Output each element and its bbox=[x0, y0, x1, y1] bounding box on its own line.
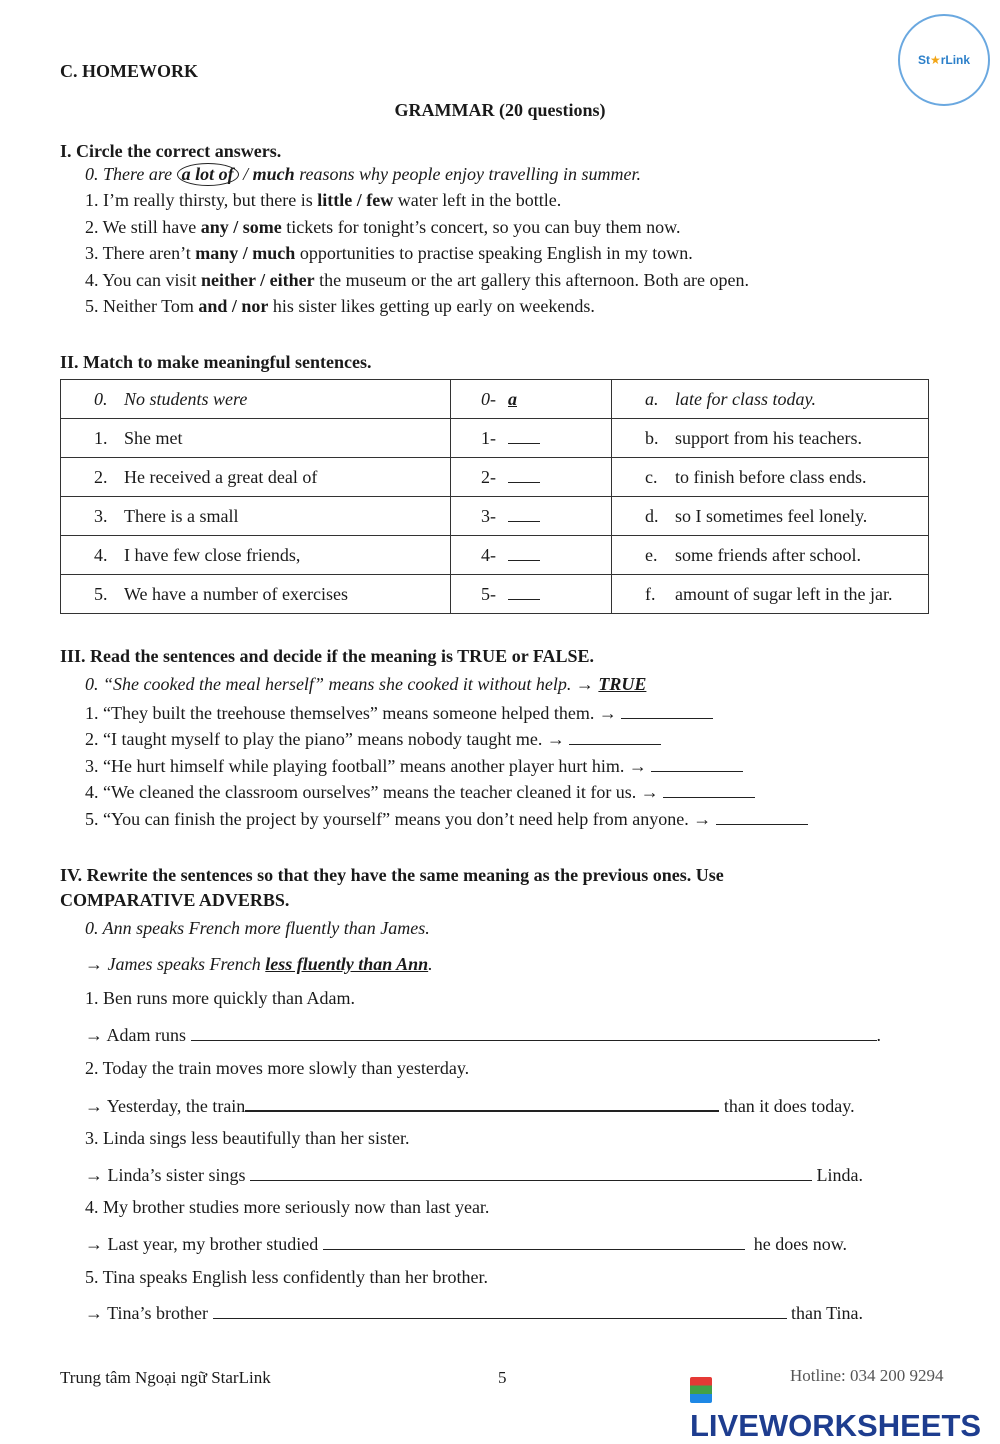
answer-blank[interactable] bbox=[716, 807, 808, 825]
section-4-example: 0. Ann speaks French more fluently than James. bbox=[85, 918, 430, 938]
rewrite-input[interactable] bbox=[213, 1301, 787, 1319]
rewrite-input[interactable] bbox=[323, 1232, 745, 1250]
section-1-item: 2. We still have any / some tickets for tonight’s concert, so you can buy them now. bbox=[85, 217, 681, 237]
table-row: 4. I have few close friends, 4- e. some friends after school. bbox=[61, 536, 929, 575]
section-3-item: 5. “You can finish the project by yourself” means you don’t need help from anyone. → bbox=[85, 807, 808, 830]
answer-blank[interactable] bbox=[663, 780, 755, 798]
table-row: 2. He received a great deal of 2- c. to finish before class ends. bbox=[61, 458, 929, 497]
option-choice[interactable]: any / some bbox=[200, 217, 282, 237]
section-1-example: 0. There are a lot of / much reasons why people enjoy travelling in summer. bbox=[85, 164, 641, 184]
table-row: 1. She met 1- b. support from his teachers. bbox=[61, 419, 929, 458]
grammar-title: GRAMMAR (20 questions) bbox=[394, 100, 606, 120]
option-choice[interactable]: many / much bbox=[195, 243, 296, 263]
match-answer: a bbox=[508, 388, 517, 409]
section-1-item: 4. You can visit neither / either the museum or the art gallery this afternoon. Both are open. bbox=[85, 270, 750, 290]
table-row: 0. No students were 0- a a. late for class today. bbox=[61, 380, 929, 419]
answer-blank[interactable] bbox=[621, 701, 713, 719]
section-3-item: 4. “We cleaned the classroom ourselves” means the teacher cleaned it for us. → bbox=[85, 780, 755, 803]
section-4-example-answer: → James speaks French less fluently than Ann. bbox=[85, 954, 433, 974]
table-row: 5. We have a number of exercises 5- f. amount of sugar left in the jar. bbox=[61, 575, 929, 614]
section-3-example: 0. “She cooked the meal herself” means she cooked it without help. → TRUE bbox=[85, 674, 647, 694]
section-1-title: I. Circle the correct answers. bbox=[60, 141, 282, 161]
match-input[interactable] bbox=[508, 466, 540, 483]
match-input[interactable] bbox=[508, 427, 540, 444]
footer-hotline: Hotline: 034 200 9294 bbox=[790, 1366, 944, 1385]
option-choice[interactable]: neither / either bbox=[201, 270, 315, 290]
liveworksheets-watermark: LIVEWORKSHEETS bbox=[690, 1372, 1000, 1444]
rewrite-input[interactable] bbox=[245, 1093, 719, 1112]
page-number: 5 bbox=[498, 1368, 507, 1387]
homework-title: C. HOMEWORK bbox=[60, 61, 198, 81]
rewrite-sentence: 2. Today the train moves more slowly than yesterday. bbox=[85, 1058, 470, 1078]
section-4-title-2: COMPARATIVE ADVERBS. bbox=[60, 890, 290, 910]
star-icon: ★ bbox=[929, 53, 941, 67]
rewrite-line: → Tina’s brother than Tina. bbox=[85, 1303, 864, 1323]
rewrite-line: → Linda’s sister sings Linda. bbox=[85, 1165, 863, 1185]
rewrite-input[interactable] bbox=[191, 1023, 877, 1041]
section-3-item: 1. “They built the treehouse themselves” means someone helped them. → bbox=[85, 701, 713, 724]
match-input[interactable] bbox=[508, 544, 540, 561]
option-choice[interactable]: little / few bbox=[317, 190, 394, 210]
answer-blank[interactable] bbox=[569, 727, 661, 745]
example-answer: TRUE bbox=[598, 674, 647, 694]
section-1-item: 3. There aren’t many / much opportunities to practise speaking English in my town. bbox=[85, 243, 693, 263]
rewrite-sentence: 1. Ben runs more quickly than Adam. bbox=[85, 988, 355, 1008]
rewrite-line: → Yesterday, the train than it does today. bbox=[85, 1093, 855, 1117]
section-4-title: IV. Rewrite the sentences so that they have the same meaning as the previous ones. Use bbox=[60, 865, 724, 885]
match-input[interactable] bbox=[508, 505, 540, 522]
answer-blank[interactable] bbox=[651, 754, 743, 772]
section-2-title: II. Match to make meaningful sentences. bbox=[60, 352, 372, 372]
match-input[interactable] bbox=[508, 583, 540, 600]
circled-answer[interactable]: a lot of bbox=[177, 163, 239, 186]
liveworksheets-icon bbox=[690, 1377, 712, 1403]
section-3-item: 3. “He hurt himself while playing football” means another player hurt him. → bbox=[85, 754, 743, 777]
table-row: 3. There is a small 3- d. so I sometimes feel lonely. bbox=[61, 497, 929, 536]
match-table bbox=[60, 379, 929, 614]
rewrite-input[interactable] bbox=[250, 1163, 812, 1181]
option-choice[interactable]: and / nor bbox=[198, 296, 269, 316]
section-1-item: 5. Neither Tom and / nor his sister likes getting up early on weekends. bbox=[85, 296, 595, 316]
section-3-title: III. Read the sentences and decide if the meaning is TRUE or FALSE. bbox=[60, 646, 595, 666]
rewrite-sentence: 5. Tina speaks English less confidently than her brother. bbox=[85, 1267, 488, 1287]
section-1-item: 1. I’m really thirsty, but there is little / few water left in the bottle. bbox=[85, 190, 562, 210]
rewrite-line: → Last year, my brother studied he does now. bbox=[85, 1234, 848, 1254]
starlink-logo: St ★ rLink bbox=[898, 14, 990, 106]
rewrite-sentence: 3. Linda sings less beautifully than her sister. bbox=[85, 1128, 410, 1148]
rewrite-line: → Adam runs . bbox=[85, 1025, 881, 1045]
section-3-item: 2. “I taught myself to play the piano” means nobody taught me. → bbox=[85, 727, 661, 750]
footer-center-name: Trung tâm Ngoại ngữ StarLink bbox=[60, 1368, 271, 1387]
rewrite-sentence: 4. My brother studies more seriously now than last year. bbox=[85, 1197, 490, 1217]
